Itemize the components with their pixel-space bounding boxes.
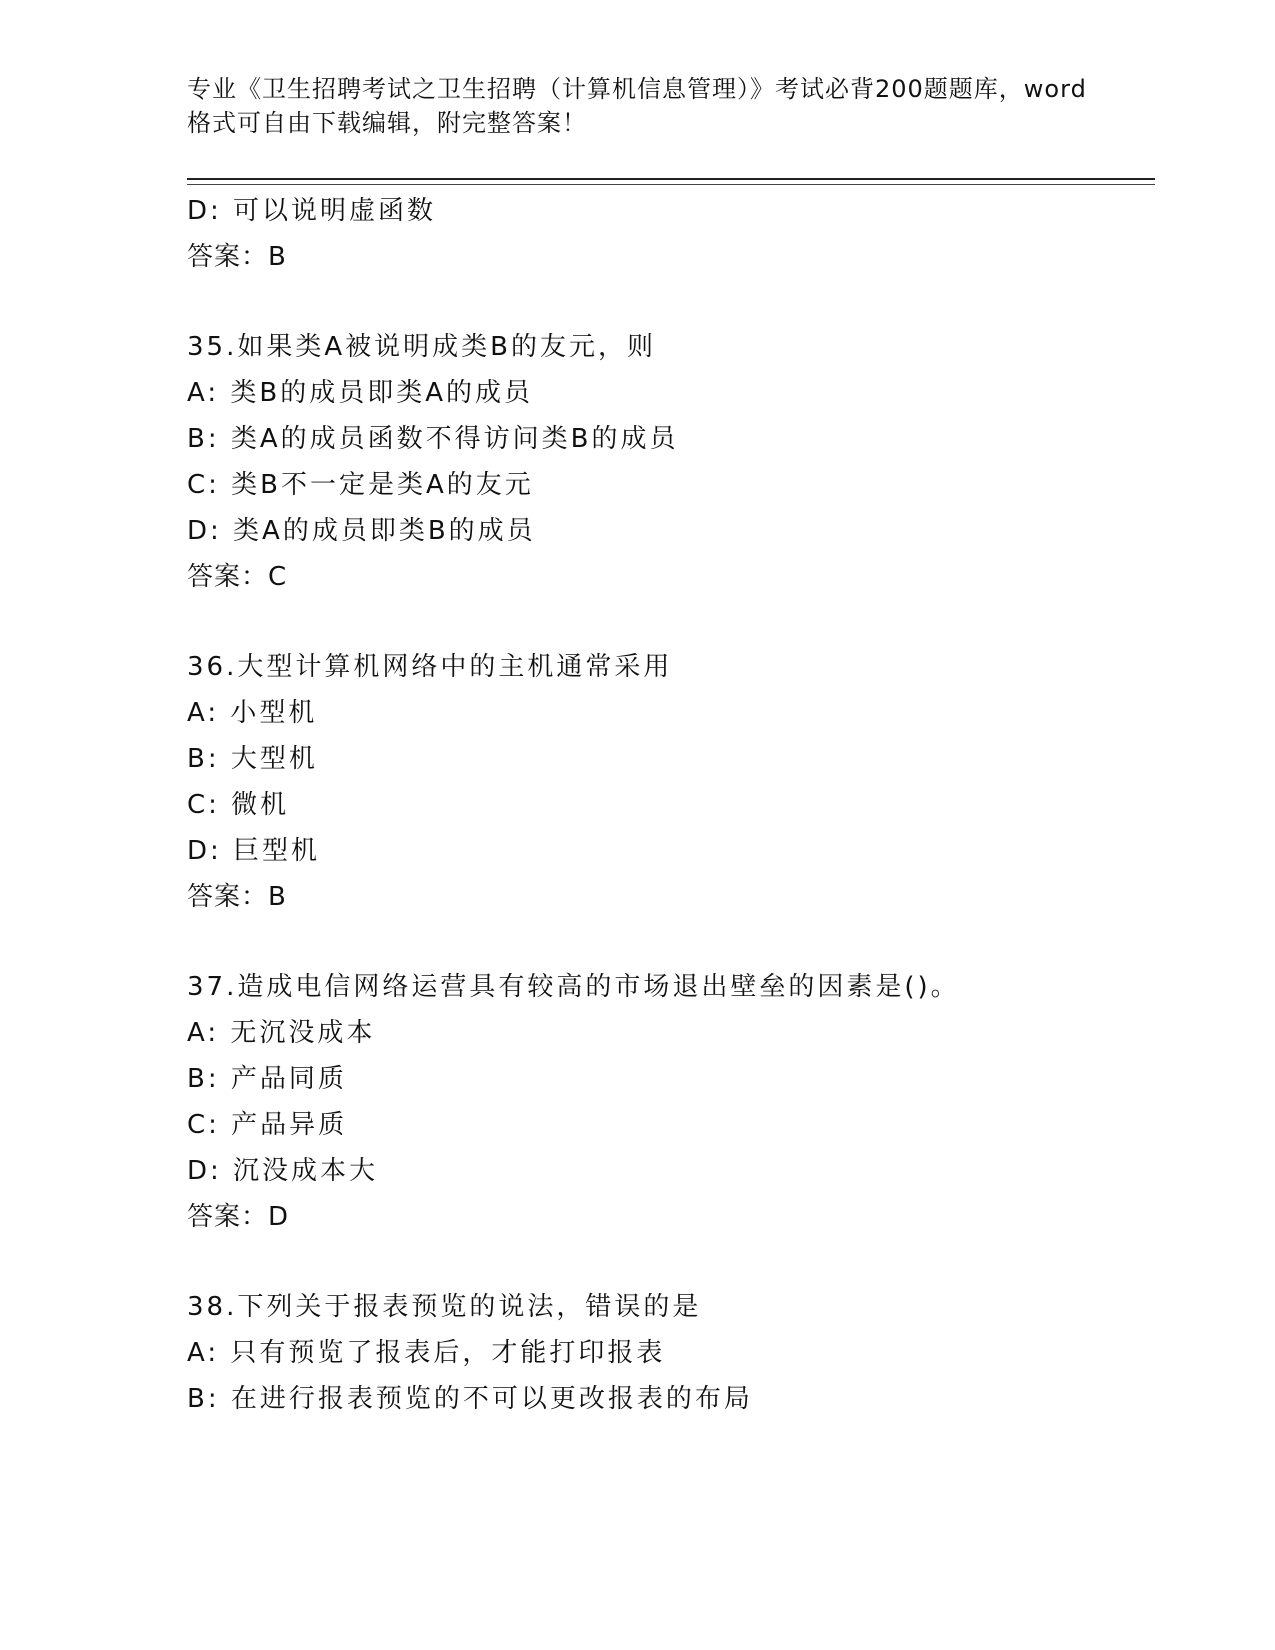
- question-block-q38: [187, 1284, 1155, 1422]
- question-block-cont: [187, 188, 1155, 280]
- option-line: A: 类B的成员即类A的成员: [187, 378, 533, 408]
- question-block-q35: [187, 324, 1155, 600]
- block-spacer: [187, 280, 1155, 324]
- question-stem: 36.大型计算机网络中的主机通常采用: [187, 652, 673, 682]
- option-line: D: 巨型机: [187, 836, 321, 866]
- question-stem: 35.如果类A被说明成类B的友元，则: [187, 332, 656, 362]
- option-line: D: 沉没成本大: [187, 1156, 379, 1186]
- option-line: B: 大型机: [187, 744, 318, 774]
- option-line: B: 在进行报表预览的不可以更改报表的布局: [187, 1384, 753, 1414]
- answer-line: 答案：B: [187, 882, 287, 912]
- document-header: [187, 72, 1087, 140]
- header-line-2: 格式可自由下载编辑，附完整答案！: [187, 109, 587, 137]
- option-line: A: 只有预览了报表后，才能打印报表: [187, 1338, 666, 1368]
- option-line: B: 产品同质: [187, 1064, 347, 1094]
- option-line: C: 产品异质: [187, 1110, 348, 1140]
- question-block-q37: [187, 964, 1155, 1240]
- block-spacer: [187, 1240, 1155, 1284]
- option-line: D: 可以说明虚函数: [187, 196, 437, 226]
- answer-line: 答案：B: [187, 242, 287, 272]
- block-spacer: [187, 600, 1155, 644]
- option-line: C: 微机: [187, 790, 290, 820]
- answer-line: 答案：D: [187, 1202, 290, 1232]
- block-spacer: [187, 920, 1155, 964]
- option-line: C: 类B不一定是类A的友元: [187, 470, 534, 500]
- answer-line: 答案：C: [187, 562, 288, 592]
- question-stem: 37.造成电信网络运营具有较高的市场退出壁垒的因素是()。: [187, 972, 960, 1002]
- question-list: [187, 188, 1155, 1422]
- header-divider-thick: [187, 178, 1155, 180]
- option-line: B: 类A的成员函数不得访问类B的成员: [187, 424, 679, 454]
- question-block-q36: [187, 644, 1155, 920]
- option-line: A: 无沉没成本: [187, 1018, 376, 1048]
- question-stem: 38.下列关于报表预览的说法，错误的是: [187, 1292, 702, 1322]
- option-line: D: 类A的成员即类B的成员: [187, 516, 536, 546]
- header-divider-thin: [187, 184, 1155, 185]
- header-line-1: 专业《卫生招聘考试之卫生招聘（计算机信息管理）》考试必背200题题库，word: [187, 75, 1087, 103]
- option-line: A: 小型机: [187, 698, 318, 728]
